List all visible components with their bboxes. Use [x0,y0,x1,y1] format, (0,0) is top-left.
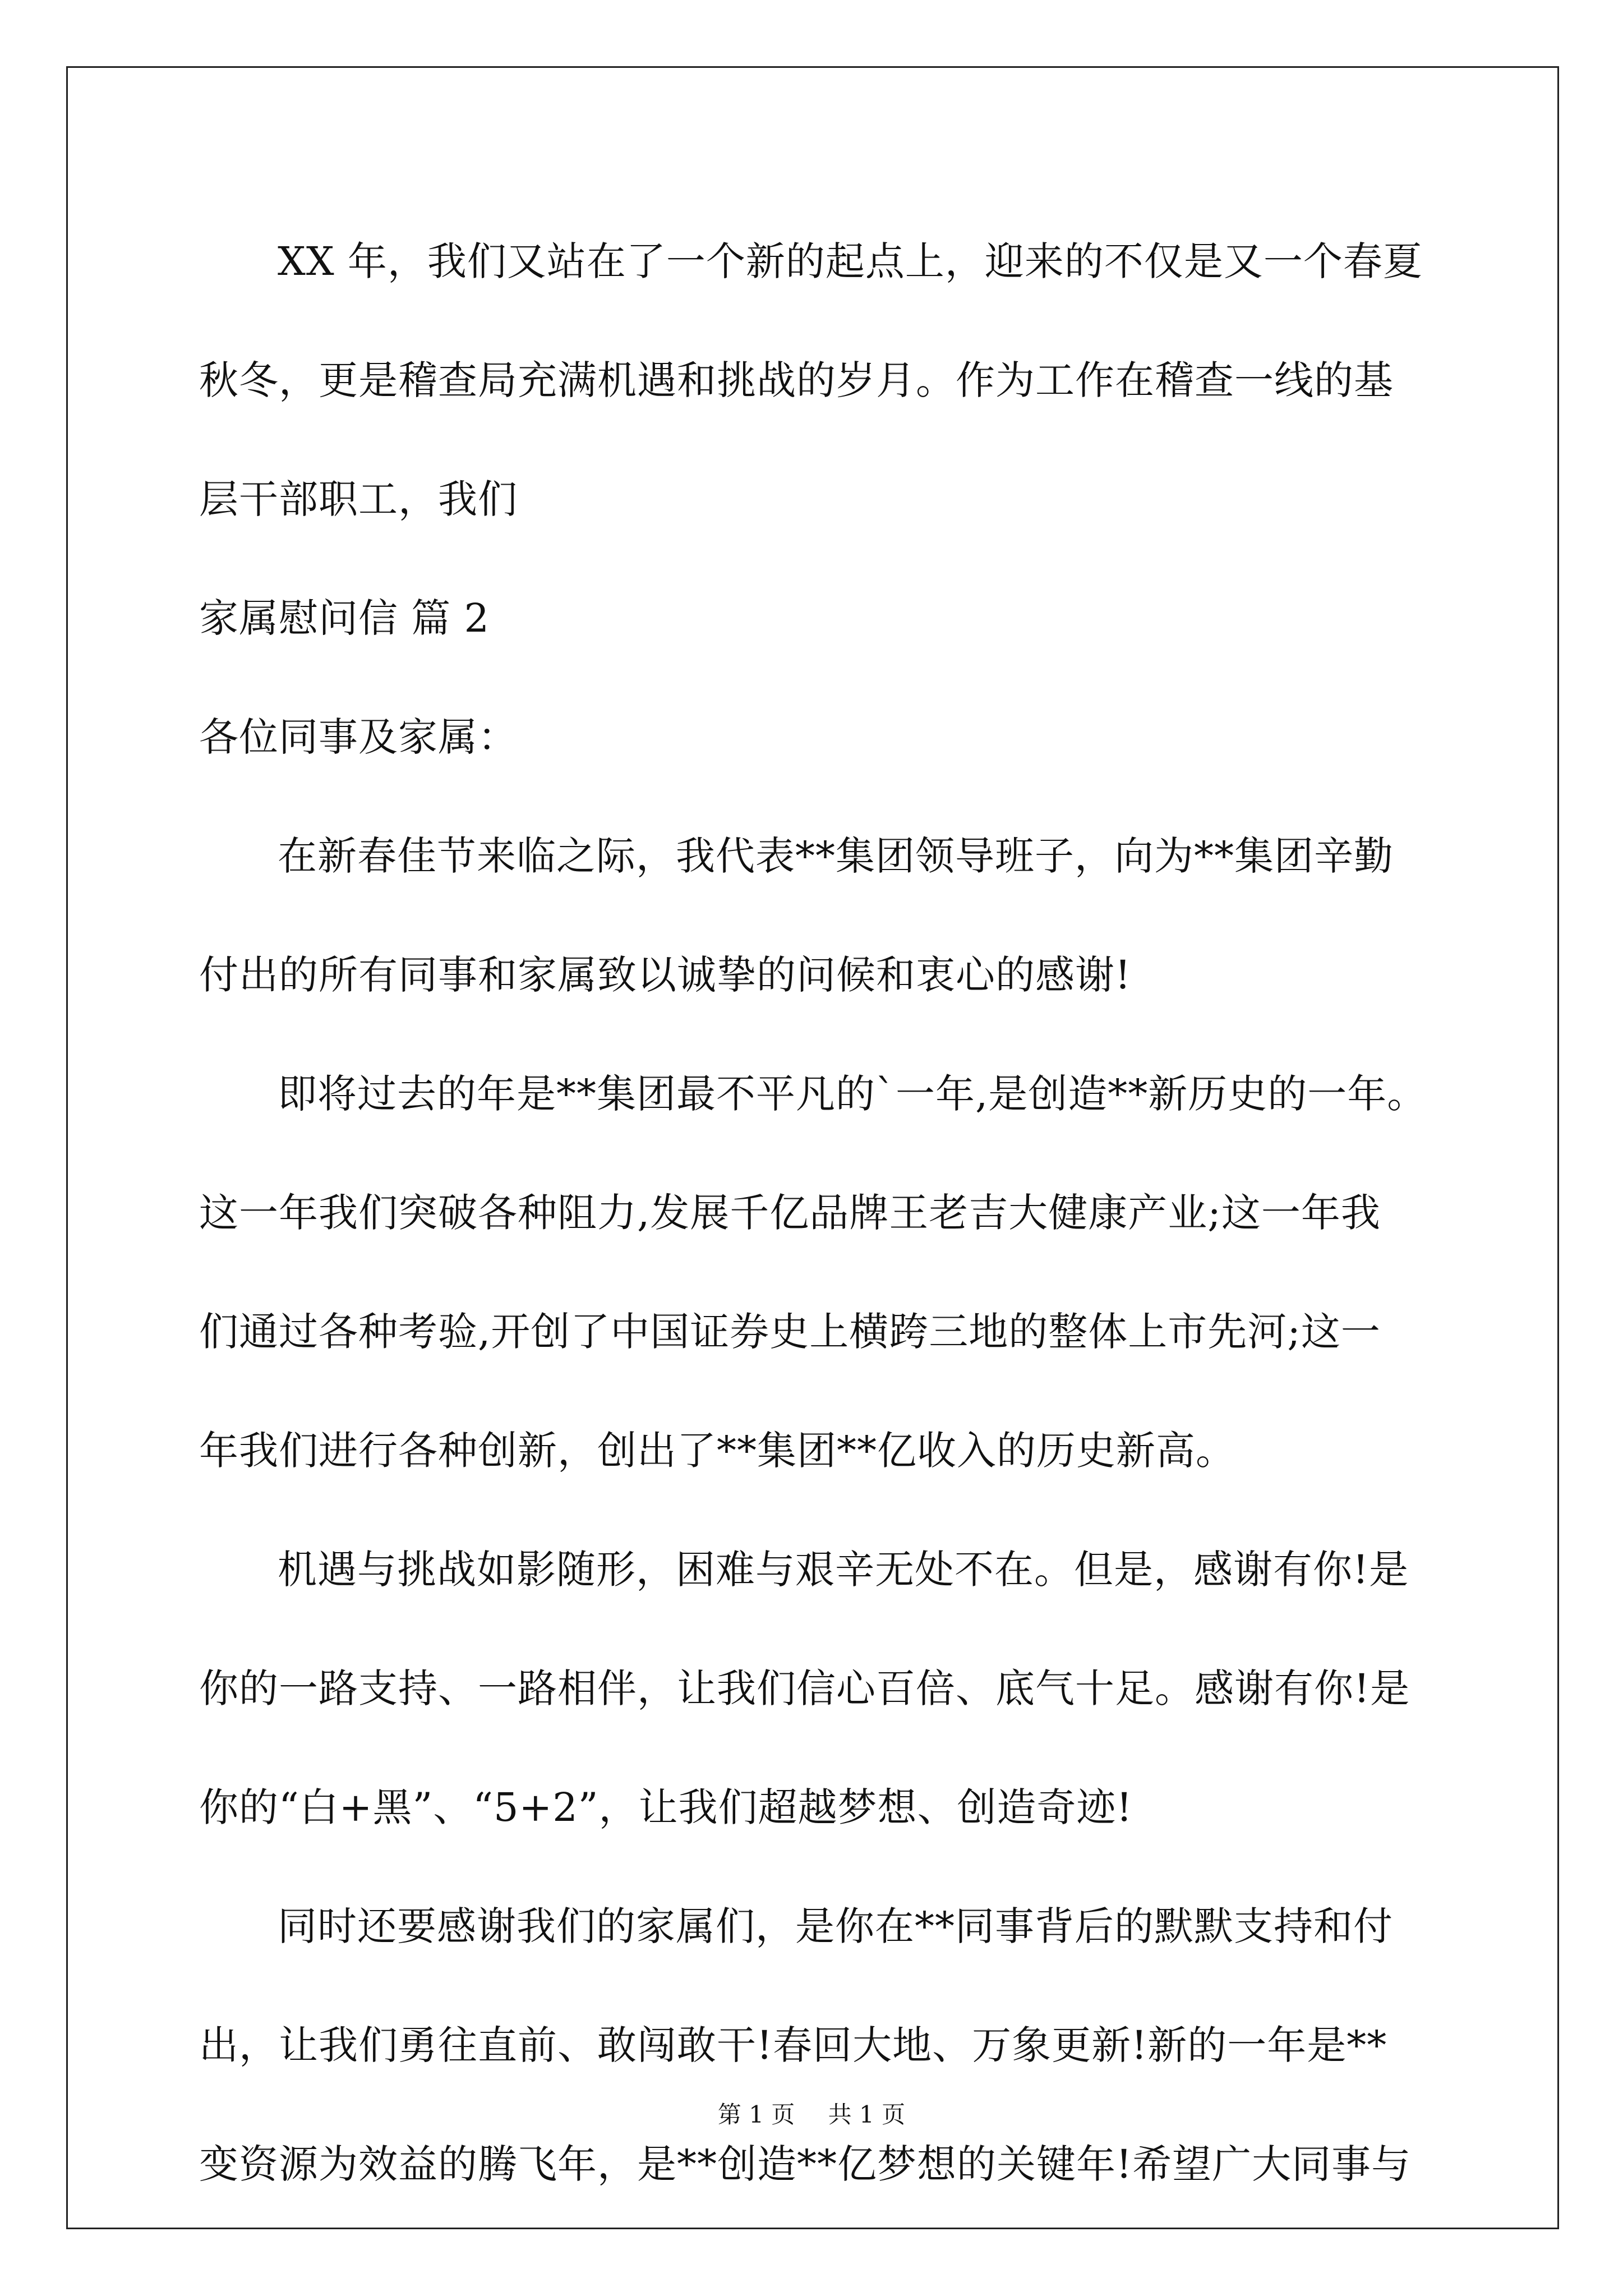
paragraph-line: 付出的所有同事和家属致以诚挚的问候和衷心的感谢! [199,952,1132,998]
paragraph-line: 秋冬，更是稽查局充满机遇和挑战的岁月。作为工作在稽查一线的基 [199,357,1394,403]
paragraph-line: 层干部职工，我们 [199,476,518,522]
page-number-current: 第 1 页 [717,2101,795,2128]
page-footer [0,2098,1623,2132]
paragraph-line: 这一年我们突破各种阻力,发展千亿品牌王老吉大健康产业;这一年我 [199,1190,1381,1236]
document-body [199,202,1433,2224]
paragraph-line: XX 年，我们又站在了一个新的起点上，迎来的不仅是又一个春夏 [278,238,1423,284]
paragraph-line: 们通过各种考验,开创了中国证券史上横跨三地的整体上市先河;这一 [199,1309,1381,1355]
paragraph-line: 年我们进行各种创新，创出了**集团**亿收入的历史新高。 [199,1428,1235,1474]
paragraph-line: 出，让我们勇往直前、敢闯敢干!春回大地、万象更新!新的一年是** [199,2022,1387,2068]
paragraph-line: 机遇与挑战如影随形，困难与艰辛无处不在。但是，感谢有你!是 [278,1547,1409,1593]
salutation: 各位同事及家属： [199,714,518,760]
section-heading: 家属慰问信 篇 2 [199,595,490,641]
paragraph-line: 变资源为效益的腾飞年，是**创造**亿梦想的关键年!希望广大同事与 [199,2141,1412,2187]
paragraph-line: 即将过去的年是**集团最不平凡的`一年,是创造**新历史的一年。 [278,1071,1427,1117]
paragraph-line: 同时还要感谢我们的家属们，是你在**同事背后的默默支持和付 [278,1903,1393,1949]
page-number-total: 共 1 页 [828,2101,906,2128]
paragraph-line: 在新春佳节来临之际，我代表**集团领导班子，向为**集团辛勤 [278,833,1394,879]
paragraph-line: 你的一路支持、一路相伴，让我们信心百倍、底气十足。感谢有你!是 [199,1665,1410,1711]
paragraph-line: 你的“白+黑”、“5+2”，让我们超越梦想、创造奇迹! [199,1784,1133,1830]
